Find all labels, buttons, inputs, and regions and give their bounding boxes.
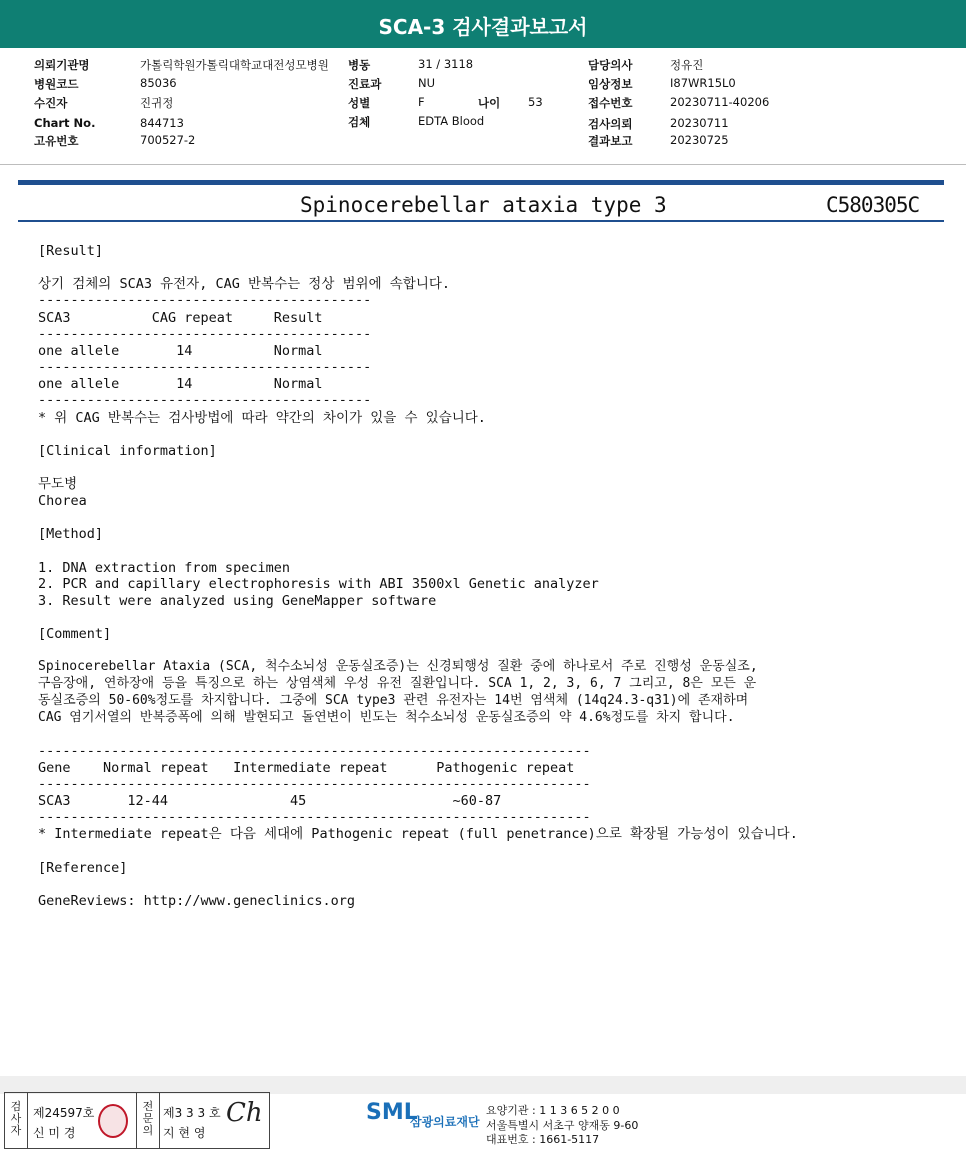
clinical-heading: [Clinical information] xyxy=(38,443,217,459)
address: 서울특별시 서초구 양재동 9-60 xyxy=(486,1119,639,1132)
comment-line: 구음장애, 연하장애 등을 특징으로 하는 상염색체 우성 유전 질환입니다. SCA 1, 2, 3, 6, 7 그리고, 8은 모든 운 xyxy=(38,676,757,691)
care-number: 요양기관 : 1 1 3 6 5 2 0 0 xyxy=(486,1104,620,1117)
result-heading: [Result] xyxy=(38,243,104,259)
test-name: Spinocerebellar ataxia type 3 xyxy=(300,193,667,217)
table2-divider-mid: -------------------------------------------------------------------- xyxy=(38,776,591,792)
reference-line: GeneReviews: http://www.geneclinics.org xyxy=(38,893,355,909)
phone-number: 대표번호 : 1661-5117 xyxy=(486,1133,600,1146)
inspector-name: 신 미 경 xyxy=(33,1126,76,1140)
method-line: 1. DNA extraction from specimen xyxy=(38,560,290,576)
ward-value: 31 / 3118 xyxy=(418,57,474,71)
department-value: NU xyxy=(418,76,436,90)
report-title: SCA-3 검사결과보고서 xyxy=(0,0,966,48)
table1-row: one allele 14 Normal xyxy=(38,376,323,392)
clinical-info-value: I87WR15L0 xyxy=(670,76,736,90)
clinical-line: 무도병 xyxy=(38,476,78,492)
table1-divider-mid: ----------------------------------------- xyxy=(38,326,372,342)
comment-line: Spinocerebellar Ataxia (SCA, 척수소뇌성 운동실조증)는 신경퇴행성 질환 중에 하나로서 주로 진행성 운동실조, xyxy=(38,659,758,674)
chart-no-value: 844713 xyxy=(140,116,184,130)
seal-stamp xyxy=(98,1104,128,1138)
patient-info-block xyxy=(0,55,966,163)
inspector-label: 검사자 xyxy=(10,1100,22,1137)
age-value: 53 xyxy=(528,95,543,109)
clinical-line: Chorea xyxy=(38,493,87,509)
report-date-value: 20230725 xyxy=(670,133,729,147)
accession-label: 접수번호 xyxy=(588,96,633,110)
patient-value: 진귀정 xyxy=(140,96,174,110)
table2-divider-bottom: -------------------------------------------------------------------- xyxy=(38,809,591,825)
hospital-code-value: 85036 xyxy=(140,76,177,90)
specimen-value: EDTA Blood xyxy=(418,114,485,128)
patient-label: 수진자 xyxy=(34,96,68,110)
method-line: 2. PCR and capillary electrophoresis with ABI 3500xl Genetic analyzer xyxy=(38,576,599,592)
report-date-label: 결과보고 xyxy=(588,134,633,148)
inspector-license: 제24597호 xyxy=(33,1106,95,1120)
clinical-info-label: 임상정보 xyxy=(588,77,633,91)
method-line: 3. Result were analyzed using GeneMapper software xyxy=(38,593,437,609)
comment-line: 동실조증의 50-60%정도를 차지합니다. 그중에 SCA type3 관련 유전자는 14번 염색체 (14q24.3-q31)에 존재하며 xyxy=(38,693,749,708)
table1-divider-row: ----------------------------------------- xyxy=(38,359,372,375)
table1-header: SCA3 CAG repeat Result xyxy=(38,310,323,326)
table2-divider-top: -------------------------------------------------------------------- xyxy=(38,743,591,759)
table2-header: Gene Normal repeat Intermediate repeat Pathogenic repeat xyxy=(38,760,575,776)
comment-heading: [Comment] xyxy=(38,626,112,642)
hospital-code-label: 병원코드 xyxy=(34,77,79,91)
reviewer-label: 전문의 xyxy=(142,1100,154,1137)
table1-row: one allele 14 Normal xyxy=(38,343,323,359)
accession-value: 20230711-40206 xyxy=(670,95,770,109)
reference-heading: [Reference] xyxy=(38,860,128,876)
result-note: * 위 CAG 반복수는 검사방법에 따라 약간의 차이가 있을 수 있습니다. xyxy=(38,410,486,426)
sex-value: F xyxy=(418,95,425,109)
doctor-value: 정유진 xyxy=(670,58,704,72)
sml-logo: SML xyxy=(366,1100,418,1125)
table1-divider-top: ----------------------------------------- xyxy=(38,292,372,308)
sex-label: 성별 xyxy=(348,96,371,110)
department-label: 진료과 xyxy=(348,77,382,91)
title-top-rule xyxy=(18,180,944,185)
unique-no-label: 고유번호 xyxy=(34,134,79,148)
method-heading: [Method] xyxy=(38,526,104,542)
chart-no-label: Chart No. xyxy=(34,116,96,130)
request-date-value: 20230711 xyxy=(670,116,729,130)
title-bottom-rule xyxy=(18,220,944,222)
age-label: 나이 xyxy=(478,96,501,110)
org-name: 삼광의료재단 xyxy=(410,1115,480,1129)
doctor-label: 담당의사 xyxy=(588,58,633,72)
reviewer-signature: Ch xyxy=(226,1098,263,1128)
table2-row: SCA3 12-44 45 ~60-87 xyxy=(38,793,502,809)
comment-line: CAG 염기서열의 반복증폭에 의해 발현되고 돌연변이 빈도는 척수소뇌성 운동실조증의 약 4.6%정도를 차지 합니다. xyxy=(38,710,735,725)
requesting-org-value: 가톨릭학원가톨릭대학교대전성모병원 xyxy=(140,58,329,72)
table1-divider-bottom: ----------------------------------------- xyxy=(38,392,372,408)
unique-no-value: 700527-2 xyxy=(140,133,196,147)
ward-label: 병동 xyxy=(348,58,371,72)
test-code: C580305C xyxy=(826,193,920,217)
result-summary: 상기 검체의 SCA3 유전자, CAG 반복수는 정상 범위에 속합니다. xyxy=(38,276,451,292)
request-date-label: 검사의뢰 xyxy=(588,117,633,131)
comment-note: * Intermediate repeat은 다음 세대에 Pathogenic repeat (full penetrance)으로 확장될 가능성이 있습니다. xyxy=(38,826,798,842)
info-divider xyxy=(0,164,966,165)
reviewer-license: 제3 3 3 호 xyxy=(163,1106,221,1120)
reviewer-name: 지 현 영 xyxy=(163,1126,206,1140)
requesting-org-label: 의뢰기관명 xyxy=(34,58,90,72)
specimen-label: 검체 xyxy=(348,115,371,129)
